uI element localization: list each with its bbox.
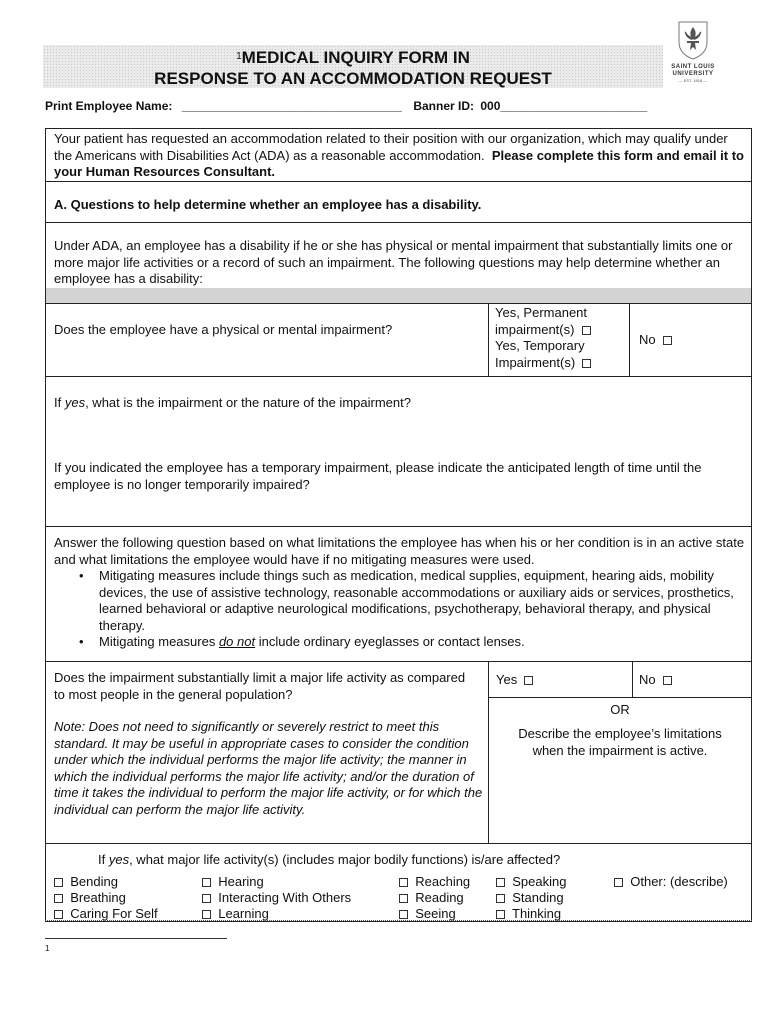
checkbox[interactable]: [614, 878, 623, 887]
divider: [45, 303, 752, 304]
divider: [45, 376, 752, 377]
divider: [629, 303, 630, 376]
impairment-nature-question: If yes, what is the impairment or the nature of the impairment?: [54, 395, 411, 410]
activity-caring-for-self[interactable]: Caring For Self: [54, 906, 158, 923]
checkbox[interactable]: [202, 894, 211, 903]
section-a-heading: A. Questions to help determine whether an employee has a disability.: [54, 197, 482, 212]
q3-yes-checkbox[interactable]: [524, 676, 533, 685]
q3-no-option[interactable]: No: [639, 672, 672, 689]
footnote-marker: 1: [45, 944, 50, 953]
divider: [45, 181, 752, 182]
activity-other[interactable]: Other: (describe): [614, 874, 728, 891]
checkbox[interactable]: [202, 910, 211, 919]
activity-breathing[interactable]: Breathing: [54, 890, 126, 907]
mitigating-intro: Answer the following question based on what limitations the employee has when his or her condition is in an active state and what limitations the employee would have if no mitigating measures were used.: [54, 535, 745, 567]
logo-text-university: UNIVERSITY: [672, 71, 714, 77]
divider: [488, 661, 489, 843]
note-text: Note: Does not need to significantly or severely restrict to meet this standard. It may be useful in appropriate cases to consider the condition under which the individual performs the major life activity; the manner in which the individual performs the major life activity; and/or the duration of time it takes the individual to perform the major life activity, or for which the individual can perform the major life activity.: [54, 719, 483, 817]
q1-no-option[interactable]: No: [639, 332, 672, 349]
dotted-bottom-border: [45, 920, 752, 921]
divider: [45, 222, 752, 223]
activity-interacting[interactable]: Interacting With Others: [202, 890, 351, 907]
q1-no-checkbox[interactable]: [663, 336, 672, 345]
or-label: OR: [610, 702, 630, 717]
mitigating-bullet: • Mitigating measures include things such as medication, medical supplies, equipment, hearing aids, mobility devices, the use of assistive technology, reasonable accommodations or auxiliary aids or services, prosthetics, learned behavioral or adaptive neurological modifications, psychotherapy, behavioral therapy, and physical therapy.: [54, 568, 746, 634]
yes-permanent-label: Yes, Permanent: [495, 305, 588, 320]
form-title-line2: RESPONSE TO AN ACCOMMODATION REQUEST: [154, 69, 552, 88]
yes-permanent-checkbox[interactable]: [582, 326, 591, 335]
activity-learning[interactable]: Learning: [202, 906, 269, 923]
checkbox[interactable]: [496, 894, 505, 903]
q3-yes-option[interactable]: Yes: [496, 672, 533, 689]
yes-permanent-option[interactable]: impairment(s): [495, 322, 627, 339]
yes-temporary-option[interactable]: Impairment(s): [495, 355, 627, 372]
checkbox[interactable]: [202, 878, 211, 887]
university-logo: [667, 20, 719, 83]
activity-thinking[interactable]: Thinking: [496, 906, 561, 923]
describe-limitations-label: Describe the employee’s limitations when the impairment is active.: [518, 726, 722, 758]
banner-id-label: Banner ID:: [413, 99, 474, 113]
employee-info-line: [45, 99, 647, 113]
activity-reading[interactable]: Reading: [399, 890, 464, 907]
activity-hearing[interactable]: Hearing: [202, 874, 264, 891]
checkbox[interactable]: [496, 878, 505, 887]
activity-standing[interactable]: Standing: [496, 890, 564, 907]
fleur-de-lis-shield-icon: [676, 20, 710, 60]
divider: [632, 661, 633, 697]
checkbox[interactable]: [399, 894, 408, 903]
temporary-duration-question: If you indicated the employee has a temporary impairment, please indicate the anticipated length of time until the employee is no longer temporarily impaired?: [54, 460, 702, 492]
divider: [488, 303, 489, 376]
section-a-description: Under ADA, an employee has a disability if he or she has physical or mental impairment that substantially limits one or more major life activities or a record of such an impairment. The following questions may help determine whether an employee has a disability:: [54, 238, 733, 286]
logo-text-established: — EST. 1818 —: [678, 78, 708, 83]
divider: [45, 526, 752, 527]
checkbox[interactable]: [399, 878, 408, 887]
footnote-rule: [45, 938, 227, 939]
checkbox[interactable]: [399, 910, 408, 919]
activity-bending[interactable]: Bending: [54, 874, 118, 891]
employee-name-label: Print Employee Name:: [45, 99, 173, 113]
intro-paragraph: Your patient has requested an accommodation related to their position with our organization, which may qualify under the Americans with Disabilities Act (ADA) as a reasonable accommodation. Please complete this form and email it to your Human Resources Consultant.: [54, 131, 744, 179]
employee-name-field[interactable]: _________________________________: [181, 99, 402, 113]
form-title-line1: $^1$MEDICAL INQUIRY FORM IN: [236, 48, 470, 67]
checkbox[interactable]: [54, 894, 63, 903]
divider: [45, 843, 752, 844]
activities-prompt: If yes, what major life activity(s) (includes major bodily functions) is/are affected?: [98, 852, 561, 867]
activity-speaking[interactable]: Speaking: [496, 874, 566, 891]
checkbox[interactable]: [496, 910, 505, 919]
divider: [45, 661, 752, 662]
q3-no-checkbox[interactable]: [663, 676, 672, 685]
divider: [488, 697, 752, 698]
major-life-activity-question: Does the impairment substantially limit a major life activity as compared to most people in the general population?: [54, 670, 466, 702]
yes-temporary-checkbox[interactable]: [582, 359, 591, 368]
checkbox[interactable]: [54, 878, 63, 887]
mitigating-section: [54, 535, 746, 651]
q1-yes-options: [495, 305, 627, 371]
mitigating-bullet: • Mitigating measures do not include ordinary eyeglasses or contact lenses.: [54, 634, 746, 651]
logo-text-saint-louis: SAINT LOUIS: [671, 64, 715, 70]
yes-temporary-label: Yes, Temporary: [495, 338, 585, 353]
checkbox[interactable]: [54, 910, 63, 919]
shaded-separator: [46, 288, 751, 303]
activity-reaching[interactable]: Reaching: [399, 874, 470, 891]
activity-seeing[interactable]: Seeing: [399, 906, 456, 923]
impairment-question: Does the employee have a physical or mental impairment?: [54, 322, 393, 337]
banner-id-field[interactable]: 000______________________: [480, 99, 648, 113]
